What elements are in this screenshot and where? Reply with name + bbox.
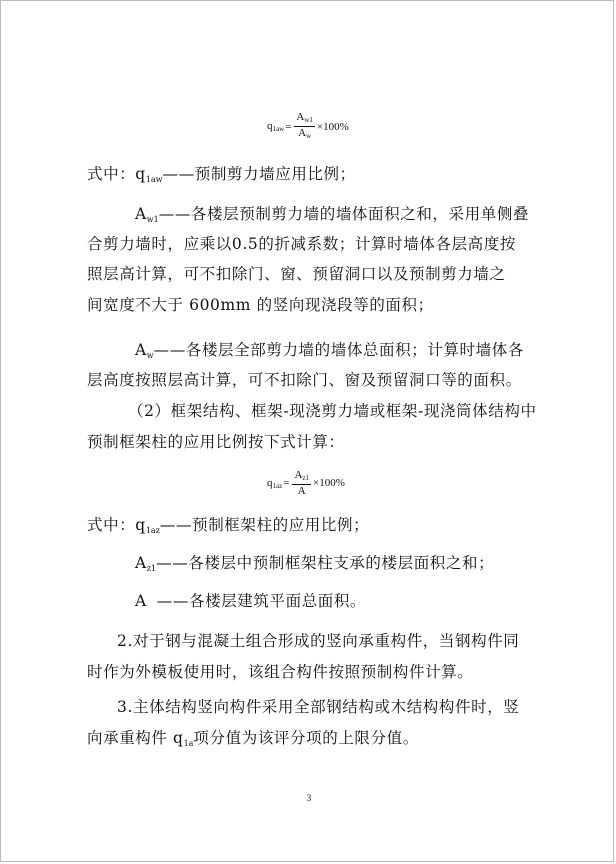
note-3-line-1: 3.主体结构竖向构件采用全部钢结构或木结构构件时，竖 [117, 698, 520, 716]
formula-shear-wall-ratio [267, 111, 349, 142]
definition-q1az: 式中：$q_{1az}——$预制框架柱的应用比例； [87, 516, 370, 535]
definition-aw1-line-1: $A_{w1}——$各楼层预制剪力墙的墙体面积之和，采用单侧叠 [135, 205, 530, 224]
formula-lhs: q1az [267, 476, 283, 490]
formula-lhs: q1aw [267, 120, 285, 133]
definition-az1: $A_{z1}——$各楼层中预制框架柱支承的楼层面积之和； [135, 554, 495, 573]
formula-multiplier: ×100% [316, 120, 349, 133]
definition-aw1-line-4: 间宽度不大于 600mm 的竖向现浇段等的面积； [87, 296, 434, 314]
note-3-line-2: 向承重构件 $q_{1a}$项分值为该评分项的上限分值。 [87, 729, 419, 748]
formula-equals: = [285, 120, 292, 133]
definition-aw-line-1: $A_w——$各楼层全部剪力墙的墙体总面积；计算时墙体各 [135, 341, 524, 360]
item-2-line-1: （2）框架结构、框架-现浇剪力墙或框架-现浇筒体结构中 [128, 402, 537, 420]
formula-fraction: $\frac{Az1}{A}$ [294, 469, 309, 497]
formula-multiplier: ×100% [313, 477, 345, 489]
definition-q1aw: 式中：$q_{1aw}——$预制剪力墙应用比例； [87, 165, 356, 184]
definition-a: A ——各楼层建筑平面总面积。 [135, 592, 367, 610]
formula-equals: = [283, 477, 290, 489]
definition-aw1-line-2: 合剪力墙时，应乘以0.5的折减系数；计算时墙体各层高度按 [87, 235, 516, 253]
definition-aw1-line-3: 照层高计算，可不扣除门、窗、预留洞口以及预制剪力墙之 [87, 265, 506, 283]
formula-column-ratio [267, 469, 345, 497]
page-number: 3 [306, 793, 312, 803]
item-2-line-2: 预制框架柱的应用比例按下式计算： [87, 433, 345, 451]
note-2-line-2: 时作为外模板使用时，该组合构件按照预制构件计算。 [87, 663, 474, 681]
definition-aw-line-2: 层高度按照层高计算，可不扣除门、窗及预留洞口等的面积。 [87, 371, 522, 389]
note-2-line-1: 2.对于钢与混凝土组合形成的竖向承重构件，当钢构件同 [117, 632, 520, 650]
formula-fraction: $\frac{Aw1}{Aw}$ [296, 111, 313, 140]
